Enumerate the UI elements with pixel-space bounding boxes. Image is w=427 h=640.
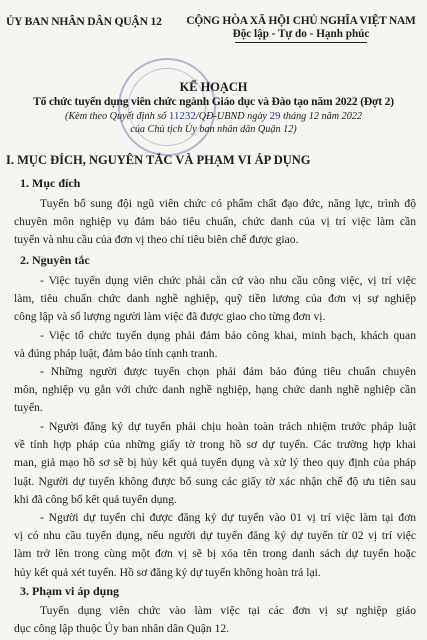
subsection-heading-principles: 2. Nguyên tắc: [20, 253, 90, 267]
nation-name: CỘNG HÒA XÃ HỘI CHỦ NGHĨA VIỆT NAM: [186, 15, 416, 27]
paragraph-principle-3: - Những người được tuyển chọn phải đảm bảo đúng tiêu chuẩn chuyên môn, nghiệp vụ gắn với chức danh nghề nghiệp, hạng chức danh nghề nghiệp cần tuyển.: [14, 365, 416, 415]
attachment-note: [0, 110, 427, 136]
section-heading: I. MỤC ĐÍCH, NGUYÊN TẮC VÀ PHẠM VI ÁP DỤNG: [6, 153, 311, 167]
attachment-note-line1: (Kèm theo Quyết định số 11232/QĐ-UBND ngày 29 tháng 12 năm 2022: [64, 110, 362, 122]
paragraph-purpose: Tuyển bổ sung đội ngũ viên chức có phẩm chất đạo đức, năng lực, trình độ chuyên môn nghiệp vụ đảm bảo tiêu chuẩn, chức danh của vị trí việc làm cần tuyển và nhu cầu của đơn vị theo chỉ tiêu biên chế được giao.: [14, 197, 416, 247]
national-header: [178, 15, 424, 43]
handwritten-day: 29: [269, 110, 281, 122]
paragraph-principle-5: - Người dự tuyển chỉ được đăng ký dự tuyển vào 01 vị trí việc làm tại đơn vị có nhu cầu tuyển dụng, nếu người dự tuyển đăng ký dự tuyển từ 02 vị trí việc làm trở lên trong cùng một đơn vị sẽ bị xóa tên trong danh sách dự tuyển hoặc hủy kết quả xét tuyển. Hồ sơ đăng ký dự tuyển không hoàn trả lại.: [14, 511, 416, 579]
national-motto: Độc lập - Tự do - Hạnh phúc: [232, 28, 370, 40]
paragraph-scope: Tuyển dụng viên chức vào làm việc tại các đơn vị sự nghiệp giáo dục công lập thuộc Ủy ban nhân dân Quận 12.: [14, 604, 416, 636]
paragraph-principle-1: - Việc tuyển dụng viên chức phải căn cứ vào nhu cầu công việc, vị trí việc làm, tiêu chuẩn chức danh nghề nghiệp, quỹ tiền lương của đơn vị sự nghiệp công lập và số lượng người làm việc đã được giao cho từng đơn vị.: [14, 274, 416, 324]
paragraph-principle-2: - Việc tổ chức tuyển dụng phải đảm bảo công khai, minh bạch, khách quan và đúng pháp luật, đảm bảo tính cạnh tranh.: [14, 329, 416, 361]
handwritten-decision-number: 11232: [168, 110, 196, 122]
issuing-agency: ỦY BAN NHÂN DÂN QUẬN 12: [6, 15, 162, 28]
document-subtitle: Tổ chức tuyển dụng viên chức ngành Giáo dục và Đào tạo năm 2022 (Đợt 2): [33, 95, 394, 108]
document-title: KẾ HOẠCH: [179, 80, 248, 94]
attachment-note-line2: của Chủ tịch Ủy ban nhân dân Quận 12): [130, 124, 297, 135]
motto-underline: [235, 42, 367, 43]
paragraph-principle-4: - Người đăng ký dự tuyển phải chịu hoàn toàn trách nhiệm trước pháp luật về tính hợp pháp của những giấy tờ trong hồ sơ dự tuyển. Các trường hợp khai man, giả mạo hồ sơ sẽ bị hủy kết quả tuyển dụng và xử lý theo quy định của pháp luật. Người dự tuyển không được bổ sung các giấy tờ xác nhận chế độ ưu tiên sau khi đã công bố kết quả tuyển dụng.: [14, 420, 416, 506]
subsection-heading-purpose: 1. Mục đích: [20, 176, 81, 190]
subsection-heading-scope: 3. Phạm vi áp dụng: [20, 584, 120, 598]
